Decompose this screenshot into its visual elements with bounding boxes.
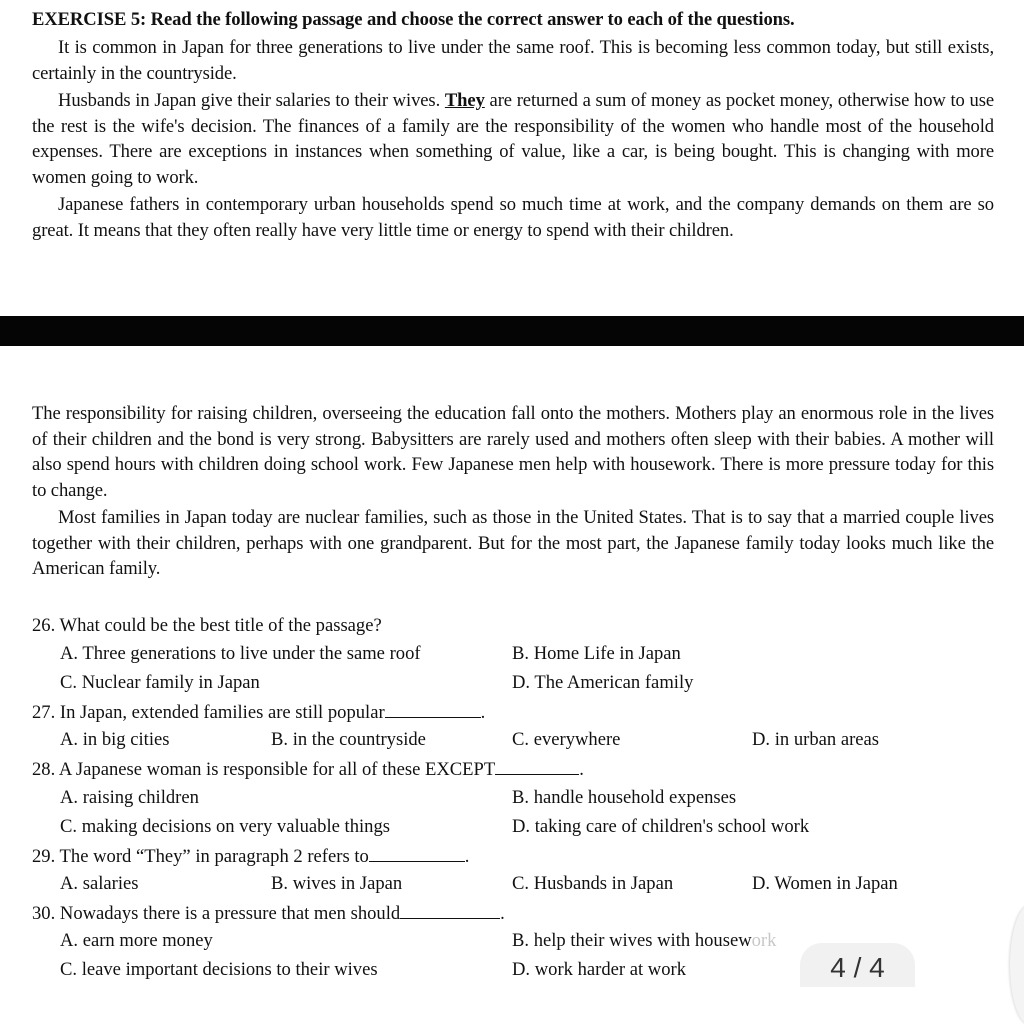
q29-option-c: C. Husbands in Japan	[512, 873, 674, 894]
q30-option-b	[512, 930, 776, 952]
underlined-they: They	[444, 90, 485, 111]
question-26-stem: 26. What could be the best title of the passage?	[32, 615, 382, 636]
question-28-stem: 28. A Japanese woman is responsible for all of these EXCEPT	[32, 759, 496, 780]
exercise-title: EXERCISE 5: Read the following passage and choose the correct answer to each of the questions.	[32, 9, 795, 30]
question-30-end: .	[500, 903, 505, 924]
q27-option-c: C. everywhere	[512, 729, 621, 750]
q28-option-a: A. raising children	[60, 787, 199, 808]
page-indicator: 4 / 4	[800, 943, 915, 987]
q28-option-c: C. making decisions on very valuable things	[60, 816, 390, 837]
q29-option-a: A. salaries	[60, 873, 139, 894]
question-27	[32, 701, 485, 724]
q26-option-d: D. The American family	[512, 672, 694, 693]
q29-option-d: D. Women in Japan	[752, 873, 898, 894]
page-break-band	[0, 316, 1024, 346]
answer-blank	[400, 902, 500, 919]
question-30-stem: 30. Nowadays there is a pressure that men should	[32, 903, 401, 924]
question-29	[32, 845, 469, 868]
q28-option-d: D. taking care of children's school work	[512, 816, 810, 837]
question-27-end: .	[480, 702, 486, 723]
answer-blank	[385, 701, 481, 718]
question-29-end: .	[464, 846, 470, 867]
question-29-stem: 29. The word “They” in paragraph 2 refers to	[32, 846, 369, 867]
q30-option-b-text: B. help their wives with housew	[512, 930, 752, 951]
q30-option-d: D. work harder at work	[512, 959, 686, 980]
q27-option-d: D. in urban areas	[752, 729, 880, 750]
q26-option-c: C. Nuclear family in Japan	[60, 672, 260, 693]
paragraph-2-rest: are returned a sum of money as pocket money, otherwise how to use the rest is the wife's decision. The finances of a family are the responsibility of the women who handle most of the household expenses. There are exceptions in instances when something of value, like a car, is being bought. This is changing with more women going to work.	[32, 90, 994, 188]
q29-option-b: B. wives in Japan	[271, 873, 403, 894]
q26-option-b: B. Home Life in Japan	[512, 643, 681, 664]
paragraph-1: It is common in Japan for three generations to live under the same roof. This is becoming less common today, but still exists, certainly in the countryside.	[32, 37, 994, 84]
paragraph-5: Most families in Japan today are nuclear families, such as those in the United States. That is to say that a married couple lives together with their children, perhaps with one grandparent. But for the most part, the Japanese family today looks much like the American family.	[32, 507, 994, 579]
paragraph-4: The responsibility for raising children, overseeing the education fall onto the mothers. Mothers play an enormous role in the lives of their children and the bond is very strong. Babysitters are rarely used and mothers often sleep with their babies. A mother will also spend hours with children doing school work. Few Japanese men help with housework. There is more pressure today for this to change.	[32, 403, 994, 501]
q30-option-c: C. leave important decisions to their wives	[60, 959, 378, 980]
question-28	[32, 758, 584, 781]
q26-option-a: A. Three generations to live under the same roof	[60, 643, 421, 664]
q30-option-a: A. earn more money	[60, 930, 213, 951]
q27-option-a: A. in big cities	[60, 729, 170, 750]
scroll-edge-handle[interactable]	[1010, 905, 1024, 1025]
q27-option-b: B. in the countryside	[271, 729, 426, 750]
question-30	[32, 902, 505, 925]
paragraph-3: Japanese fathers in contemporary urban households spend so much time at work, and the company demands on them are so great. It means that they often really have very little time or energy to spend with their children.	[32, 194, 994, 241]
answer-blank	[369, 845, 465, 862]
q30-option-b-faded-text: ork	[751, 930, 777, 951]
question-27-stem: 27. In Japan, extended families are still popular	[32, 702, 385, 723]
question-28-end: .	[579, 759, 584, 780]
paragraph-2	[32, 88, 994, 190]
answer-blank	[495, 758, 579, 775]
q28-option-b: B. handle household expenses	[512, 787, 737, 808]
paragraph-2-start: Husbands in Japan give their salaries to their wives.	[58, 90, 445, 111]
